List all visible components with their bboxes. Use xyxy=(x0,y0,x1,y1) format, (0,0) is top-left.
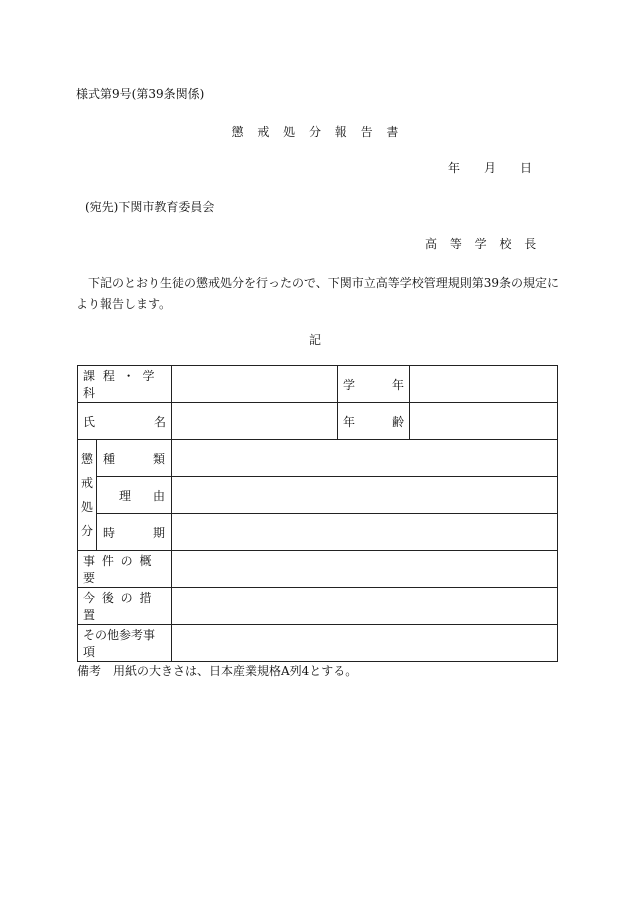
table-row xyxy=(78,514,558,551)
age-field[interactable] xyxy=(410,403,558,440)
table-row xyxy=(78,440,558,477)
document-title: 懲 戒 処 分 報 告 書 xyxy=(231,125,399,139)
sender-title: 高 等 学 校 長 xyxy=(425,237,537,251)
table-row xyxy=(78,551,558,588)
remarks: 備考 用紙の大きさは、日本産業規格A列4とする。 xyxy=(77,664,358,678)
type-field[interactable] xyxy=(172,440,558,477)
table-row xyxy=(78,625,558,662)
grade-field[interactable] xyxy=(410,366,558,403)
reason-field[interactable] xyxy=(172,477,558,514)
age-label: 年 齢 xyxy=(338,403,410,440)
reason-label: 理 由 xyxy=(97,477,172,514)
future-measures-label: 今 後 の 措 置 xyxy=(78,588,172,625)
table-row xyxy=(78,403,558,440)
discipline-group-label xyxy=(78,440,97,551)
table-row xyxy=(78,366,558,403)
incident-field[interactable] xyxy=(172,551,558,588)
period-field[interactable] xyxy=(172,514,558,551)
other-notes-label: その他参考事項 xyxy=(78,625,172,662)
body-text xyxy=(76,273,560,315)
period-label: 時 期 xyxy=(97,514,172,551)
future-measures-field[interactable] xyxy=(172,588,558,625)
table-row xyxy=(78,588,558,625)
ki-label: 記 xyxy=(308,333,321,347)
incident-label: 事 件 の 概 要 xyxy=(78,551,172,588)
name-field[interactable] xyxy=(172,403,338,440)
discipline-group-text: 懲 戒 処 分 xyxy=(80,452,93,538)
name-label: 氏 名 xyxy=(78,403,172,440)
table-row xyxy=(78,477,558,514)
type-label: 種 類 xyxy=(97,440,172,477)
other-notes-field[interactable] xyxy=(172,625,558,662)
course-field[interactable] xyxy=(172,366,338,403)
grade-label: 学 年 xyxy=(338,366,410,403)
body-text-content: 下記のとおり生徒の懲戒処分を行ったので、下関市立高等学校管理規則第39条の規定により報告します。 xyxy=(76,276,560,311)
report-table xyxy=(77,365,558,662)
addressee: (宛先)下関市教育委員会 xyxy=(85,200,215,214)
date-line: 年 月 日 xyxy=(448,161,533,175)
course-label: 課 程 ・ 学 科 xyxy=(78,366,172,403)
form-number: 様式第9号(第39条関係) xyxy=(76,87,205,101)
